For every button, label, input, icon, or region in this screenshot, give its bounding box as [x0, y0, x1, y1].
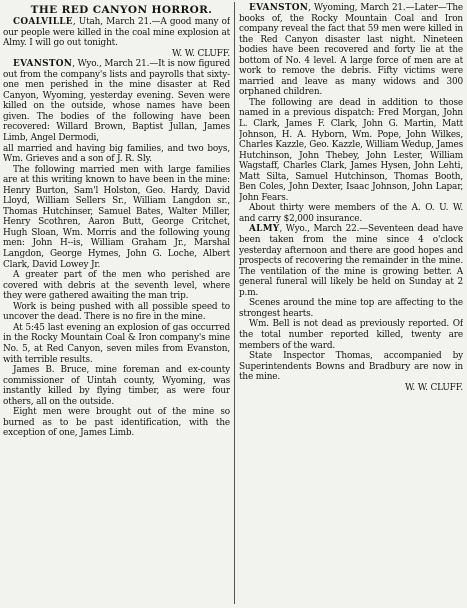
evanston-dateline-2: EVANSTON: [249, 3, 309, 13]
evanston-text-2: , Wyoming, March 21.—Later—The books of, the Rocky Mountain Coal and Iron company reveal the fact that 59 men were killed in the Red Canyon disaster last night. Nineteen bodies have been recovered and forty lie at the bottom of No. 4 level. A large force of men are at work to remove the debris. Fifty victims were married and leave as many widows and 300 orphaned children.: [239, 3, 463, 98]
column-divider: [234, 2, 235, 604]
evanston-dispatch-2: [239, 3, 463, 98]
almy-dateline: ALMY: [249, 224, 280, 235]
headline: THE RED CANYON HORROR.: [30, 4, 213, 16]
married-men-list: The following married men with large families are at this writing known to have been in the mine: Henry Burton, Sam'l Holston, Geo. Hardy, David Lloyd, William Sellers Sr., William Langdon sr., Thomas Hutchinser, Samuel Bates, Walter Miller, Henry Scothren, Aaron Butt, George Critchet, Hugh Sloan, Wm. Morris and the following young men: John H--is, William Graham Jr., Marshal Langdon, George Hymes, John G. Loche, Albert Clark, David Lowey Jr.: [3, 164, 230, 270]
almy-dispatch: [239, 224, 463, 298]
scenes-paragraph: Scenes around the mine top are affecting to the strongest hearts.: [239, 298, 463, 319]
eight-men-paragraph: Eight men were brought out of the mine so burned as to be past identification, with the exception of one, James Limb.: [3, 407, 230, 439]
dead-list: The following are dead in addition to those named in a previous dispatch: Fred Morgan, John L. Clark, James F. Clark, John G. Martin, Matt Johnson, H. A. Hyborn, Wm. Pope, John Wilkes, Charles Kazzle, Geo. Kazzle, William Wedup, James Hutchinson, John Thebey, John Lester, William Wagstaff, Charles Clark, James Hysen, John Lehti, Matt Silta, Samuel Hutchinson, Thomas Booth, Ben Coles, John Dexter, Isaac Johnson, John Lapar, John Fears.: [239, 97, 463, 203]
evanston-dateline-1: EVANSTON: [13, 59, 73, 70]
bruce-paragraph: James B. Bruce, mine foreman and ex-county commissioner of Uintah county, Wyoming, was instantly killed by flying timber, as were four others, all on the outside.: [3, 365, 230, 407]
coalville-text: , Utah, March 21.—A good many of our people were killed in the coal mine explosion at Almy. I will go out tonight.: [3, 17, 230, 49]
coalville-signature: W. W. CLUFF.: [171, 48, 230, 59]
work-pushed-paragraph: Work is being pushed with all possible speed to uncover the dead. There is no fire in the mine.: [3, 301, 230, 323]
evanston-continuation: all married and having big families, and two boys, Wm. Grieves and a son of J. R. Sly.: [3, 143, 230, 165]
explosion-paragraph: At 5:45 last evening an explosion of gas occurred in the Rocky Mountain Coal & Iron company's mine No. 5, at Red Canyon, seven miles from Evanston, with terrible results.: [3, 322, 230, 365]
aouw-paragraph: About thirty were members of the A. O. U. W. and carry $2,000 insurance.: [239, 203, 463, 224]
almy-text: , Wyo., March 22.—Seventeen dead have been taken from the mine since 4 o'clock yesterday afternoon and there are good hopes and prospects of recovering the remainder in the mine. The ventilation of the mine is growing better. A general funeral will likely be held on Sunday at 2 p.m.: [239, 224, 463, 298]
greater-part-paragraph: A greater part of the men who perished are covered with debris at the seventh level, where they were gathered awaiting the man trip.: [3, 270, 230, 302]
coalville-dateline: COALVILLE: [13, 17, 73, 27]
left-column: [3, 3, 230, 603]
final-signature: W. W. CLUFF.: [404, 382, 463, 393]
evanston-dispatch-1: [3, 59, 230, 143]
coalville-dispatch: [3, 17, 230, 49]
inspector-paragraph: State Inspector Thomas, accompanied by Superintendents Bowns and Bradbury are now in the mine.: [239, 351, 463, 383]
right-column: [239, 3, 463, 603]
evanston-text-1: , Wyo., March 21.—It is now figured out from the company's lists and payrolls that sixty-one men perished in the mine disaster at Red Canyon, Wyoming, yesterday evening. Seven were killed on the outside, whose names have been given. The bodies of the following have been recovered: Willard Brown, Baptist Jullan, James Limb, Angel Dermodi,: [3, 59, 230, 144]
bell-paragraph: Wm. Bell is not dead as previously reported. Of the total number reported killed, twenty are members of the ward.: [239, 319, 463, 351]
